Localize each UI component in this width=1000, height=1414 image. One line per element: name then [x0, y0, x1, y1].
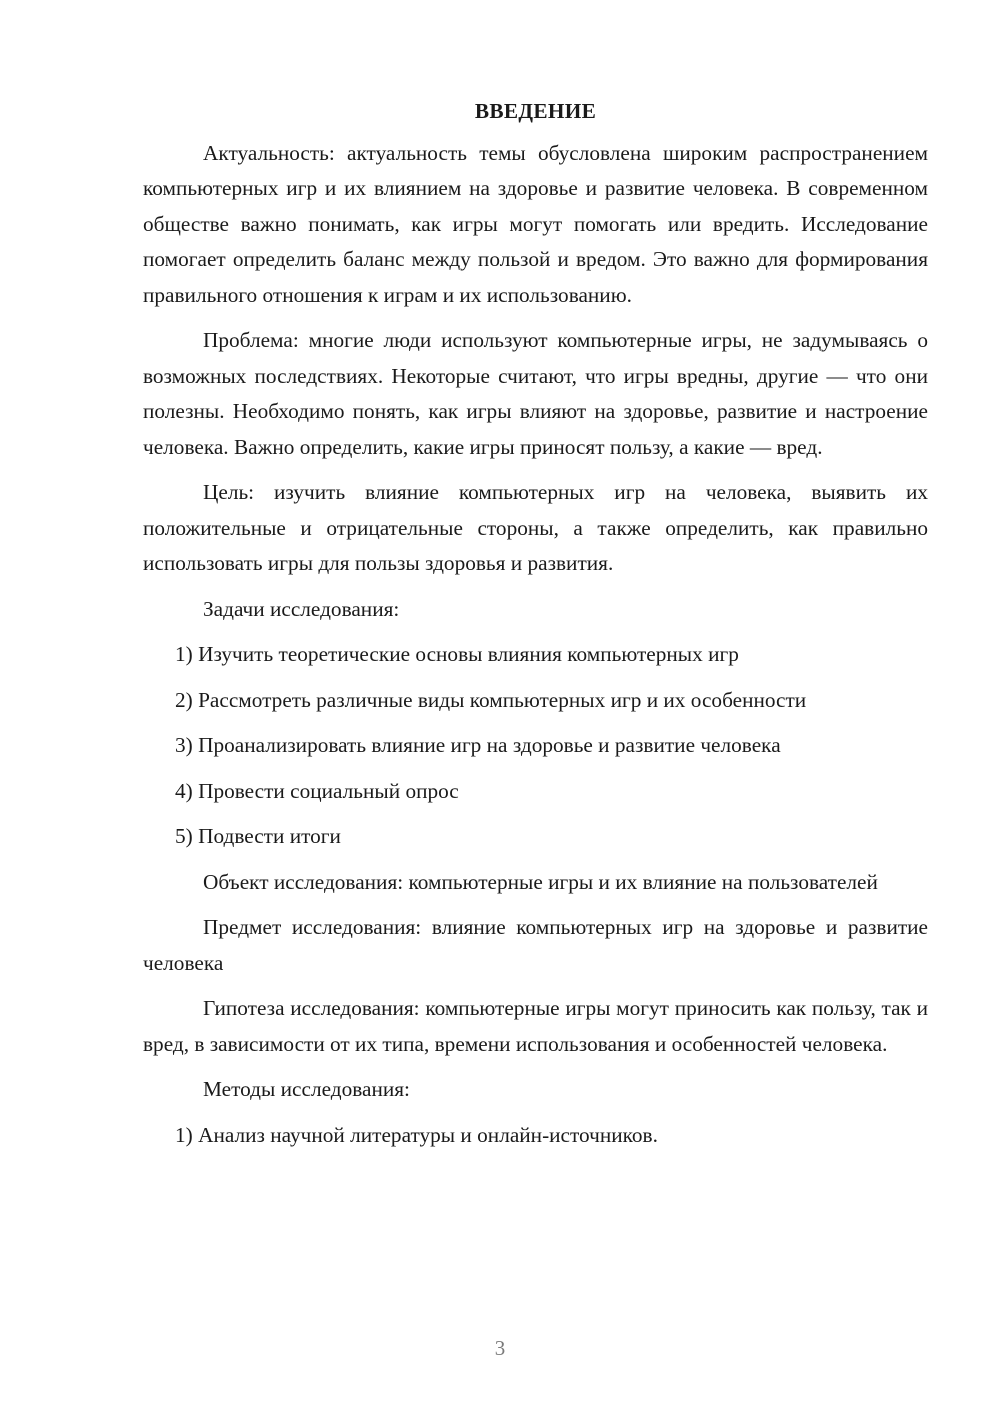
subject-paragraph: Предмет исследования: влияние компьютерных игр на здоровье и развитие человека [143, 915, 928, 975]
task-item-4: 4) Провести социальный опрос [175, 778, 459, 803]
page-number: 3 [494, 1336, 506, 1360]
task-item-1: 1) Изучить теоретические основы влияния компьютерных игр [175, 642, 739, 666]
method-item-1: 1) Анализ научной литературы и онлайн-источников. [175, 1122, 658, 1147]
goal-paragraph: Цель: изучить влияние компьютерных игр на человека, выявить их положительные и отрицательные стороны, а также определить, как правильно использовать игры для пользы здоровья и развития. [143, 480, 928, 575]
relevance-paragraph: Актуальность: актуальность темы обусловлена широким распространением компьютерных игр и их влиянием на здоровье и развитие человека. В современном обществе важно понимать, как игры могут помогать или вредить. Исследование помогает определить баланс между пользой и вредом. Это важно для формирования правильного отношения к играм и их использованию. [143, 140, 928, 307]
tasks-label: Задачи исследования: [203, 596, 400, 621]
object-paragraph: Объект исследования: компьютерные игры и их влияние на пользователей [203, 869, 878, 894]
task-item-2: 2) Рассмотреть различные виды компьютерных игр и их особенности [175, 687, 807, 712]
document-page [143, 94, 928, 1163]
methods-label: Методы исследования: [203, 1077, 410, 1101]
task-item-3: 3) Проанализировать влияние игр на здоровье и развитие человека [175, 733, 781, 757]
section-title: ВВЕДЕНИЕ [474, 99, 597, 123]
task-item-5: 5) Подвести итоги [175, 824, 341, 848]
hypothesis-paragraph: Гипотеза исследования: компьютерные игры могут приносить как пользу, так и вред, в зависимости от их типа, времени использования и особенностей человека. [143, 996, 928, 1056]
problem-paragraph: Проблема: многие люди используют компьютерные игры, не задумываясь о возможных последствиях. Некоторые считают, что игры вредны, другие — что они полезны. Необходимо понять, как игры влияют на здоровье, развитие и настроение человека. Важно определить, какие игры приносят пользу, а какие — вред. [143, 328, 928, 459]
